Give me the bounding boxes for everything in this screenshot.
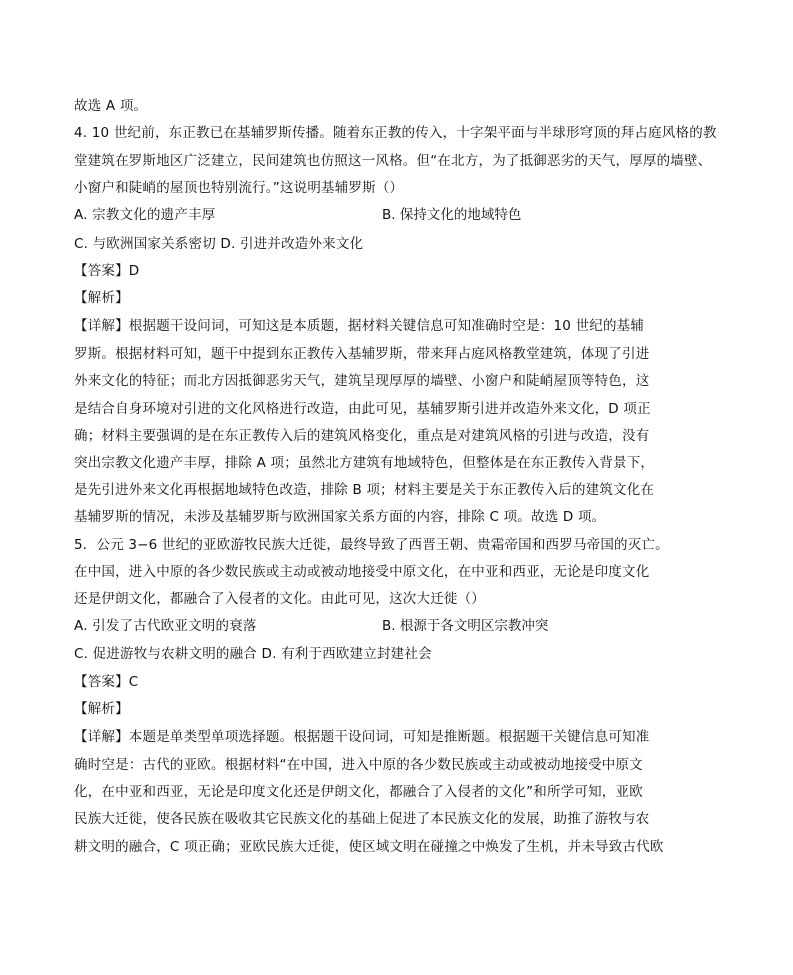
q4-option-a: A. 宗教文化的遗产丰厚: [74, 207, 216, 223]
q4-stem-line-1: 4. 10 世纪前，东正教已在基辅罗斯传播。随着东正教的传入，十字架平面与半球形穹顶的拜占庭风格的教: [74, 125, 717, 141]
q5-stem-line-2: 在中国，进入中原的各少数民族或主动或被动地接受中原文化，在中亚和西亚，无论是印度文化: [74, 564, 650, 580]
q5-detail-line-5: 耕文明的融合，C 项正确；亚欧民族大迁徙，使区域文明在碰撞之中焕发了生机，并未导致古代欧: [74, 839, 664, 855]
q5-answer: 【答案】C: [74, 674, 139, 690]
q5-stem-line-3: 还是伊朗文化，都融合了入侵者的文化。由此可见，这次大迁徙（）: [74, 591, 485, 607]
q4-analysis-label: 【解析】: [74, 290, 129, 306]
q3-conclusion: 故选 A 项。: [74, 98, 148, 114]
q5-analysis-label: 【解析】: [74, 701, 129, 717]
q4-answer: 【答案】D: [74, 263, 140, 279]
q4-stem-line-3: 小窗户和陡峭的屋顶也特别流行。”这说明基辅罗斯（）: [74, 180, 404, 196]
q4-stem-line-2: 堂建筑在罗斯地区广泛建立，民间建筑也仿照这一风格。但“在北方，为了抵御恶劣的天气，厚厚的墙壁、: [74, 153, 712, 169]
q4-detail-line-4: 是结合自身环境对引进的文化风格进行改造，由此可见，基辅罗斯引进并改造外来文化，D 项正: [74, 401, 651, 417]
q4-detail-line-7: 是先引进外来文化再根据地域特色改造，排除 B 项；材料主要是关于东正教传入后的建筑文化在: [74, 482, 655, 498]
q5-option-cd: C. 促进游牧与农耕文明的融合 D. 有利于西欧建立封建社会: [74, 646, 432, 662]
q5-detail-line-3: 化，在中亚和西亚，无论是印度文化还是伊朗文化，都融合了入侵者的文化”和所学可知，亚欧: [74, 784, 643, 800]
q5-detail-line-1: 【详解】本题是单类型单项选择题。根据题干设问词，可知是推断题。根据题干关键信息可知准: [74, 729, 650, 745]
q4-detail-line-3: 外来文化的特征；而北方因抵御恶劣天气，建筑呈现厚厚的墙壁、小窗户和陡峭屋顶等特色，这: [74, 373, 650, 389]
q5-option-a: A. 引发了古代欧亚文明的衰落: [74, 618, 257, 634]
q4-detail-line-8: 基辅罗斯的情况，未涉及基辅罗斯与欧洲国家关系方面的内容，排除 C 项。故选 D 项。: [74, 509, 606, 525]
q4-detail-line-2: 罗斯。根据材料可知，题干中提到东正教传入基辅罗斯，带来拜占庭风格教堂建筑，体现了引进: [74, 346, 650, 362]
q5-option-b: B. 根源于各文明区宗教冲突: [382, 618, 549, 634]
q4-option-b: B. 保持文化的地域特色: [382, 207, 522, 223]
q4-detail-line-1: 【详解】根据题干设问词，可知这是本质题，据材料关键信息可知准确时空是：10 世纪的基辅: [74, 318, 645, 334]
q5-stem-line-1: 5．公元 3−6 世纪的亚欧游牧民族大迁徙，最终导致了西晋王朝、贵霜帝国和西罗马帝国的灭亡。: [74, 537, 669, 553]
q5-detail-line-4: 民族大迁徙，使各民族在吸收其它民族文化的基础上促进了本民族文化的发展，助推了游牧与农: [74, 811, 650, 827]
q5-detail-line-2: 确时空是：古代的亚欧。根据材料“在中国，进入中原的各少数民族或主动或被动地接受中原文: [74, 757, 643, 773]
q4-detail-line-6: 突出宗教文化遗产丰厚，排除 A 项；虽然北方建筑有地域特色，但整体是在东正教传入背景下，: [74, 455, 655, 471]
q4-option-cd: C. 与欧洲国家关系密切 D. 引进并改造外来文化: [74, 236, 364, 252]
q4-detail-line-5: 确；材料主要强调的是在东正教传入后的建筑风格变化，重点是对建筑风格的引进与改造，没有: [74, 428, 650, 444]
